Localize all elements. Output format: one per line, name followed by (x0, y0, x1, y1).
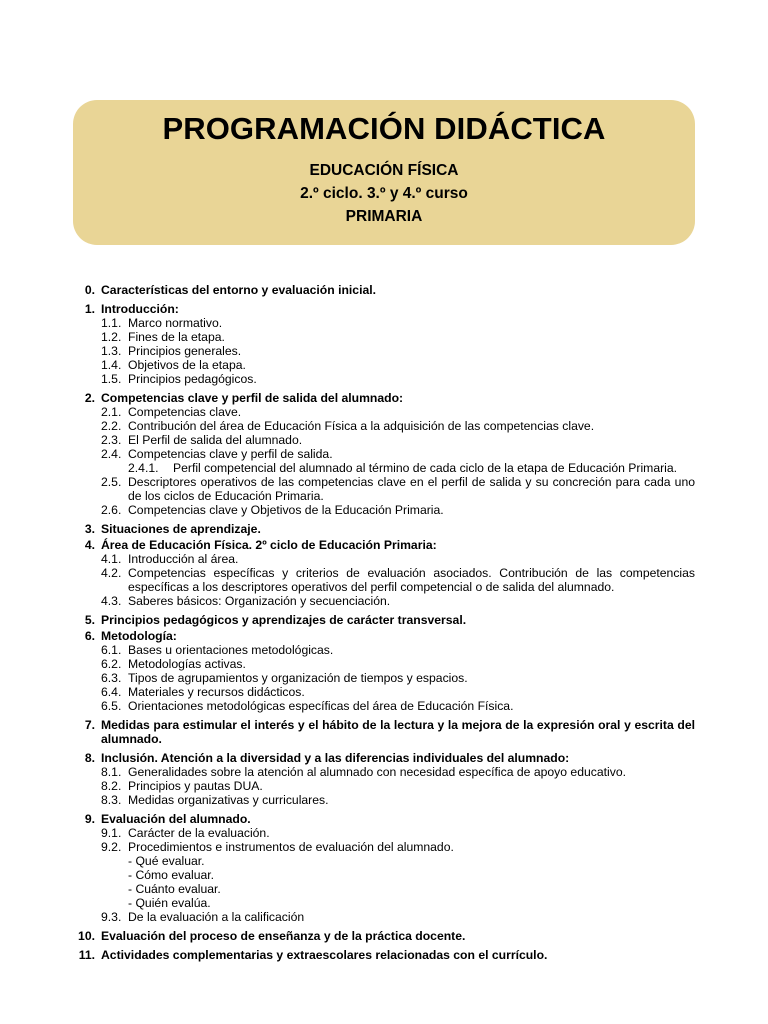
subsection-number: 1.3. (101, 344, 122, 358)
section-number: 3. (84, 522, 95, 536)
subsection-title: Saberes básicos: Organización y secuenciación. (128, 594, 391, 608)
evaluation-question: - Qué evaluar. (128, 854, 205, 868)
document-title: PROGRAMACIÓN DIDÁCTICA (162, 111, 606, 146)
section-number: 8. (84, 751, 95, 765)
subsection-number: 6.3. (101, 671, 122, 685)
subsection-number: 4.2. (101, 566, 122, 580)
evaluation-question: - Cómo evaluar. (128, 868, 215, 882)
subsection-number: 6.1. (101, 643, 122, 657)
subsection-number: 2.4. (101, 447, 122, 461)
section-number: 0. (84, 283, 95, 297)
section-title: Medidas para estimular el interés y el hábito de la lectura y la mejora de la expresión oral y escrita del alumnado. (101, 718, 695, 746)
subsection-title: Bases u orientaciones metodológicas. (128, 643, 334, 657)
title-banner (73, 100, 695, 245)
subject-subtitle: EDUCACIÓN FÍSICA (309, 162, 459, 179)
subsubsection-title: Perfil competencial del alumnado al término de cada ciclo de la etapa de Educación Primaria. (173, 461, 678, 475)
subsection-title: Tipos de agrupamientos y organización de tiempos y espacios. (128, 671, 468, 685)
subsection-number: 6.5. (101, 699, 122, 713)
section-title: Evaluación del alumnado. (101, 812, 251, 826)
subsection-number: 1.2. (101, 330, 122, 344)
subsection-title: Competencias clave y perfil de salida. (128, 447, 333, 461)
subsection-title: Metodologías activas. (128, 657, 246, 671)
subsection-title: Generalidades sobre la atención al alumnado con necesidad específica de apoyo educativo. (128, 765, 626, 779)
subsection-title: El Perfil de salida del alumnado. (128, 433, 303, 447)
section-title: Introducción: (101, 302, 179, 316)
subsection-list (101, 643, 695, 713)
subsection-list (101, 316, 695, 386)
toc-subsection (101, 685, 695, 699)
subsection-title: Fines de la etapa. (128, 330, 225, 344)
subsection-number: 2.1. (101, 405, 122, 419)
toc-section-5 (76, 613, 695, 627)
toc-subsection (101, 405, 695, 419)
subsection-number: 6.2. (101, 657, 122, 671)
toc-subsection (101, 793, 695, 807)
subsection-title: De la evaluación a la calificación (128, 910, 305, 924)
subsection-number: 9.3. (101, 910, 122, 924)
toc-subsection (101, 344, 695, 358)
subsection-title: Competencias específicas y criterios de evaluación asociados. Contribución de las competencias específicas a los descriptores operativos del perfil competencial o de salida del alumnado. (128, 566, 695, 594)
toc-subsection (101, 826, 695, 840)
section-number: 6. (84, 629, 95, 643)
subsection-number: 2.3. (101, 433, 122, 447)
subsection-number: 2.6. (101, 503, 122, 517)
subsection-title: Competencias clave. (128, 405, 242, 419)
subsection-title: Orientaciones metodológicas específicas del área de Educación Física. (128, 699, 514, 713)
section-title: Inclusión. Atención a la diversidad y a las diferencias individuales del alumnado: (101, 751, 570, 765)
toc-section-8 (76, 751, 695, 765)
toc-subsubsection (128, 461, 695, 475)
toc-section-6 (76, 629, 695, 643)
subsection-title: Principios generales. (128, 344, 242, 358)
section-title: Área de Educación Física. 2º ciclo de Educación Primaria: (101, 538, 437, 552)
toc-subsection (101, 358, 695, 372)
section-number: 7. (84, 718, 95, 732)
subsection-list (101, 552, 695, 608)
section-title: Situaciones de aprendizaje. (101, 522, 261, 536)
subsection-number: 9.1. (101, 826, 122, 840)
section-title: Competencias clave y perfil de salida del alumnado: (101, 391, 404, 405)
subsection-title: Principios pedagógicos. (128, 372, 257, 386)
section-title: Características del entorno y evaluación inicial. (101, 283, 377, 297)
evaluation-question: - Cuánto evaluar. (128, 882, 221, 896)
toc-subsection (101, 330, 695, 344)
toc-section-1 (76, 302, 695, 316)
subsection-title: Materiales y recursos didácticos. (128, 685, 305, 699)
subsection-number: 8.3. (101, 793, 122, 807)
section-number: 10. (78, 929, 95, 943)
section-number: 11. (78, 948, 95, 962)
section-title: Metodología: (101, 629, 177, 643)
toc-subsection (101, 765, 695, 779)
section-number: 1. (84, 302, 95, 316)
subsection-title: Objetivos de la etapa. (128, 358, 246, 372)
subsection-list (101, 826, 695, 924)
subsection-number: 9.2. (101, 840, 122, 854)
toc-subsection (101, 840, 695, 854)
subsection-number: 6.4. (101, 685, 122, 699)
toc-subsection (101, 594, 695, 608)
toc-section-10 (76, 929, 695, 943)
toc-subsection (101, 372, 695, 386)
subsection-number: 8.2. (101, 779, 122, 793)
toc-subsection (101, 419, 695, 433)
toc-section-9 (76, 812, 695, 826)
toc-subsection (101, 475, 695, 503)
subsection-title: Medidas organizativas y curriculares. (128, 793, 329, 807)
section-title: Principios pedagógicos y aprendizajes de carácter transversal. (101, 613, 467, 627)
toc-section-2 (76, 391, 695, 405)
toc-section-0 (76, 283, 695, 297)
section-number: 2. (84, 391, 95, 405)
evaluation-question: - Quién evalúa. (128, 896, 211, 910)
subsection-title: Principios y pautas DUA. (128, 779, 263, 793)
subsection-title: Carácter de la evaluación. (128, 826, 270, 840)
subsection-title: Descriptores operativos de las competencias clave en el perfil de salida y su concreción para cada uno de los ciclos de Educación Primaria. (128, 475, 695, 503)
section-title: Actividades complementarias y extraescolares relacionadas con el currículo. (101, 948, 548, 962)
toc-subsection (101, 657, 695, 671)
toc-subsection (101, 566, 695, 594)
subsection-title: Procedimientos e instrumentos de evaluación del alumnado. (128, 840, 454, 854)
toc-subsection (101, 671, 695, 685)
section-title: Evaluación del proceso de enseñanza y de la práctica docente. (101, 929, 466, 943)
subsection-number: 1.5. (101, 372, 122, 386)
subsection-list (101, 405, 695, 517)
table-of-contents (76, 283, 695, 962)
toc-subsection (101, 316, 695, 330)
subsection-number: 2.5. (101, 475, 122, 489)
level-subtitle: PRIMARIA (345, 208, 423, 225)
subsection-number: 1.1. (101, 316, 122, 330)
toc-subsection (101, 699, 695, 713)
subsection-title: Competencias clave y Objetivos de la Educación Primaria. (128, 503, 444, 517)
subsection-number: 2.2. (101, 419, 122, 433)
toc-section-4 (76, 538, 695, 552)
subsection-title: Marco normativo. (128, 316, 223, 330)
toc-section-3 (76, 522, 695, 536)
subsection-title: Contribución del área de Educación Física a la adquisición de las competencias clave. (128, 419, 595, 433)
subsection-number: 1.4. (101, 358, 122, 372)
toc-subsection (101, 447, 695, 461)
subsection-title: Introducción al área. (128, 552, 239, 566)
section-number: 9. (84, 812, 95, 826)
toc-subsection (101, 779, 695, 793)
toc-section-7 (76, 718, 695, 746)
section-number: 5. (84, 613, 95, 627)
subsection-number: 4.1. (101, 552, 122, 566)
toc-subsection (101, 433, 695, 447)
subsection-list (101, 765, 695, 807)
toc-section-11 (76, 948, 695, 962)
subsection-number: 4.3. (101, 594, 122, 608)
toc-subsection (101, 643, 695, 657)
subsubsection-number: 2.4.1. (128, 461, 159, 475)
toc-subsection (101, 503, 695, 517)
section-number: 4. (84, 538, 95, 552)
subsection-number: 8.1. (101, 765, 122, 779)
cycle-subtitle: 2.º ciclo. 3.º y 4.º curso (300, 185, 468, 202)
toc-subsection (101, 910, 695, 924)
toc-subsection (101, 552, 695, 566)
